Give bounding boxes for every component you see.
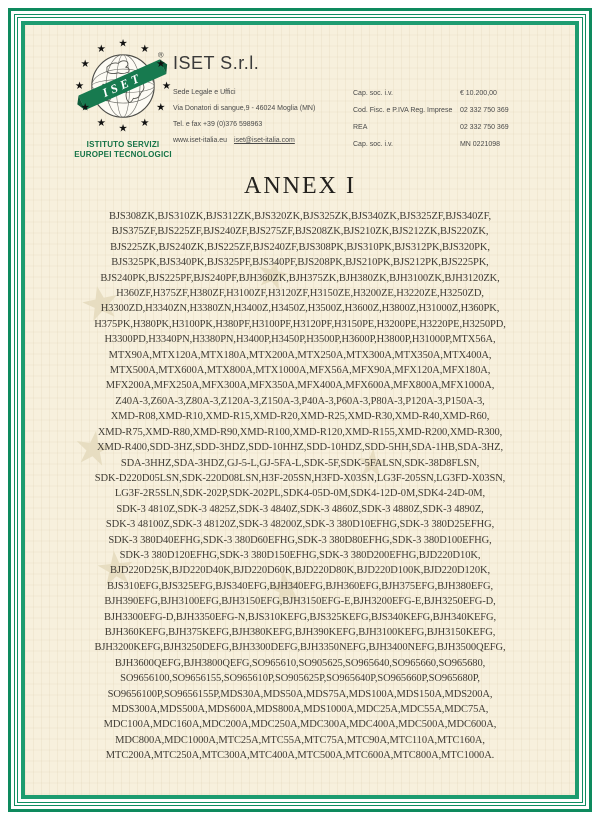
registered-mark: ®	[157, 50, 164, 60]
model-list-line: MFX200A,MFX250A,MFX300A,MFX350A,MFX400A,MFX600A,MFX800A,MFX1000A,	[105, 380, 495, 392]
model-list-line: BJS308ZK,BJS310ZK,BJS312ZK,BJS320ZK,BJS325ZK,BJS340ZK,BJS325ZF,BJS340ZF,	[108, 211, 492, 222]
info-label: Cap. soc. i.v.	[353, 90, 393, 97]
watermark-star: ★	[69, 419, 118, 477]
website-text: www.iset-italia.eu	[173, 137, 228, 144]
model-list-line: XMD-R400,SDD-3HZ,SDD-3HDZ,SDD-10HHZ,SDD-10HDZ,SDD-5HH,SDA-1HB,SDA-3HZ,	[97, 442, 503, 454]
info-value: 02 332 750 369	[459, 107, 509, 114]
info-label: Cod. Fisc. e P.IVA Reg. Imprese	[353, 107, 453, 114]
model-list-line: XMD-R08,XMD-R10,XMD-R15,XMD-R20,XMD-R25,XMD-R30,XMD-R40,XMD-R60,	[110, 411, 490, 423]
iset-banner-text: ISET	[100, 69, 145, 101]
model-list-line: BJS225ZK,BJS240ZK,BJS225ZF,BJS240ZF,BJS308PK,BJS310PK,BJS312PK,BJS320PK,	[110, 241, 490, 253]
email-link[interactable]: iset@iset-italia.com	[234, 137, 295, 144]
info-label: Cap. soc. i.v.	[353, 141, 393, 148]
model-list-line: BJS325PK,BJS340PK,BJS325PF,BJS340PF,BJS208PK,BJS210PK,BJS212PK,BJS225PK,	[111, 257, 489, 269]
annex-title: ANNEX I	[244, 173, 356, 199]
model-list-line: MDC100A,MDC160A,MDC200A,MDC250A,MDC300A,MDC400A,MDC500A,MDC600A,	[103, 719, 497, 731]
svg-text:★: ★	[80, 58, 90, 71]
model-list-line: SDA-3HHZ,SDA-3HDZ,GJ-5-L,GJ-5FA-L,SDK-5F,SDK-5FALSN,SDK-38D8FLSN,	[120, 457, 480, 469]
svg-text:★: ★	[156, 101, 166, 114]
model-list-line: Z40A-3,Z60A-3,Z80A-3,Z120A-3,Z150A-3,P40A-3,P60A-3,P80A-3,P120A-3,P150A-3,	[115, 395, 485, 407]
info-value: 02 332 750 369	[459, 124, 509, 131]
logo-block	[53, 35, 193, 160]
model-list-line: SDK-3 4810Z,SDK-3 4825Z,SDK-3 4840Z,SDK-3 4860Z,SDK-3 4880Z,SDK-3 4890Z,	[116, 503, 484, 515]
model-list-line: BJH3300EFG-D,BJH3350EFG-N,BJS310KEFG,BJS325KEFG,BJS340KEFG,BJH340KEFG,	[103, 611, 497, 623]
model-list-line: H360ZF,H375ZF,H380ZF,H3100ZF,H3120ZF,H3150ZE,H3200ZE,H3220ZE,H3250ZD,	[116, 288, 484, 300]
model-list-line: H375PK,H380PK,H3100PK,H380PF,H3100PF,H3120PF,H3150PE,H3200PE,H3220PE,H3250PD,	[94, 318, 506, 330]
info-label: REA	[353, 124, 368, 131]
svg-text:★: ★	[140, 43, 150, 56]
svg-text:★: ★	[96, 116, 106, 129]
model-list	[25, 209, 575, 764]
info-row	[353, 119, 509, 136]
model-list-line: MDC800A,MDC1000A,MTC25A,MTC55A,MTC75A,MTC90A,MTC110A,MTC160A,	[115, 734, 485, 746]
svg-text:★: ★	[80, 101, 90, 114]
watermark-star: ★	[75, 273, 127, 333]
model-list-line: H3300ZD,H3340ZN,H3380ZN,H3400Z,H3450Z,H3500Z,H3600Z,H3800Z,H31000Z,H360PK,	[100, 303, 500, 315]
model-list-line: BJS240PK,BJS225PF,BJS240PF,BJH360ZK,BJH375ZK,BJH380ZK,BJH3100ZK,BJH3120ZK,	[100, 272, 500, 284]
model-list-line: H3300PD,H3340PN,H3380PN,H3400P,H3450P,H3500P,H3600P,H3800P,H31000P,MTX56A,	[104, 334, 496, 346]
model-list-line: SDK-3 48100Z,SDK-3 48120Z,SDK-3 48200Z,SDK-3 380D10EFHG,SDK-3 380D25EFHG,	[105, 519, 495, 531]
svg-text:★: ★	[74, 79, 85, 92]
model-list-line: MDS300A,MDS500A,MDS600A,MDS800A,MDS1000A,MDC25A,MDC55A,MDC75A,	[111, 704, 489, 715]
info-row	[353, 102, 509, 119]
model-list-line: BJH3200KEFG,BJH3250DEFG,BJH3300DEFG,BJH3350NEFG,BJH3400NEFG,BJH3500QEFG,	[94, 642, 506, 654]
info-row	[353, 136, 509, 153]
model-list-line: SO9656100P,SO9656155P,MDS30A,MDS50A,MDS75A,MDS100A,MDS150A,MDS200A,	[107, 688, 493, 700]
model-list-line: MTX500A,MTX600A,MTX800A,MTX1000A,MFX56A,MFX90A,MFX120A,MFX180A,	[109, 365, 491, 377]
model-list-line: SDK-3 380D120EFHG,SDK-3 380D150EFHG,SDK-3 380D200EFHG,BJD220D10K,	[119, 549, 481, 561]
model-list-line: BJD220D25K,BJD220D40K,BJD220D60K,BJD220D80K,BJD220D100K,BJD220D120K,	[110, 565, 490, 577]
logo-caption-line1: ISTITUTO SERVIZI	[86, 140, 160, 149]
document-sheet	[21, 21, 579, 799]
svg-text:★: ★	[161, 79, 172, 92]
info-row	[353, 85, 509, 102]
address-line: Tel. e fax +39 (0)376 598963	[173, 121, 263, 128]
model-list-line: BJH390EFG,BJH3100EFG,BJH3150EFG,BJH3150EFG-E,BJH3200EFG-E,BJH3250EFG-D,	[104, 596, 496, 608]
model-list-line: BJS375ZF,BJS225ZF,BJS240ZF,BJS275ZF,BJS208ZK,BJS210ZK,BJS212ZK,BJS220ZK,	[111, 226, 489, 238]
svg-text:★: ★	[156, 58, 166, 71]
address-line: Via Donatori di sangue,9 - 46024 Moglia (MN)	[173, 105, 316, 112]
watermark-star: ★	[250, 249, 296, 301]
model-list-line: LG3F-2R5SLN,SDK-202P,SDK-202PL,SDK4-05D-0M,SDK4-12D-0M,SDK4-24D-0M,	[114, 488, 486, 500]
model-list-line: SDK-3 380D40EFHG,SDK-3 380D60EFHG,SDK-3 380D80EFHG,SDK-3 380D100EFHG,	[108, 534, 492, 546]
company-info-block	[353, 85, 509, 153]
watermark-star: ★	[260, 558, 311, 618]
model-list-line: SDK-D220D05LSN,SDK-220D08LSN,H3F-205SN,H3FD-X03SN,LG3F-205SN,LG3FD-X03SN,	[94, 472, 506, 484]
model-list-line: XMD-R75,XMD-R80,XMD-R90,XMD-R100,XMD-R120,XMD-R155,XMD-R200,XMD-R300,	[97, 426, 503, 438]
model-list-line: BJH3600QEFG,BJH3800QEFG,SO965610,SO905625,SO965640,SO965660,SO965680,	[114, 657, 486, 669]
watermark-star: ★	[92, 539, 139, 597]
contact-line	[173, 133, 315, 149]
info-value: € 10.200,00	[459, 90, 497, 97]
svg-text:★: ★	[140, 116, 150, 129]
model-list-line: BJS310EFG,BJS325EFG,BJS340EFG,BJH340EFG,BJH360EFG,BJH375EFG,BJH380EFG,	[107, 580, 493, 592]
svg-text:★: ★	[96, 43, 106, 56]
watermark-star: ★	[353, 441, 391, 487]
address-line: Sede Legale e Uffici	[173, 89, 236, 96]
svg-text:★: ★	[118, 37, 128, 50]
model-list-line: SO9656100,SO9656155,SO965610P,SO905625P,SO965640P,SO965660P,SO965680P,	[120, 673, 480, 685]
model-list-line: MTX90A,MTX120A,MTX180A,MTX200A,MTX250A,MTX300A,MTX350A,MTX400A,	[108, 349, 492, 361]
iset-globe-logo	[71, 35, 175, 139]
info-value: MN 0221098	[459, 141, 501, 148]
model-list-line: BJH360KEFG,BJH375KEFG,BJH380KEFG,BJH390KEFG,BJH3100KEFG,BJH3150KEFG,	[104, 626, 496, 638]
svg-text:★: ★	[118, 122, 128, 135]
logo-caption-line2: EUROPEI TECNOLOGICI	[74, 150, 172, 159]
address-block	[173, 85, 315, 149]
company-name: ISET S.r.l.	[173, 53, 260, 73]
model-list-line: MTC200A,MTC250A,MTC300A,MTC400A,MTC500A,MTC600A,MTC800A,MTC1000A.	[105, 750, 495, 762]
